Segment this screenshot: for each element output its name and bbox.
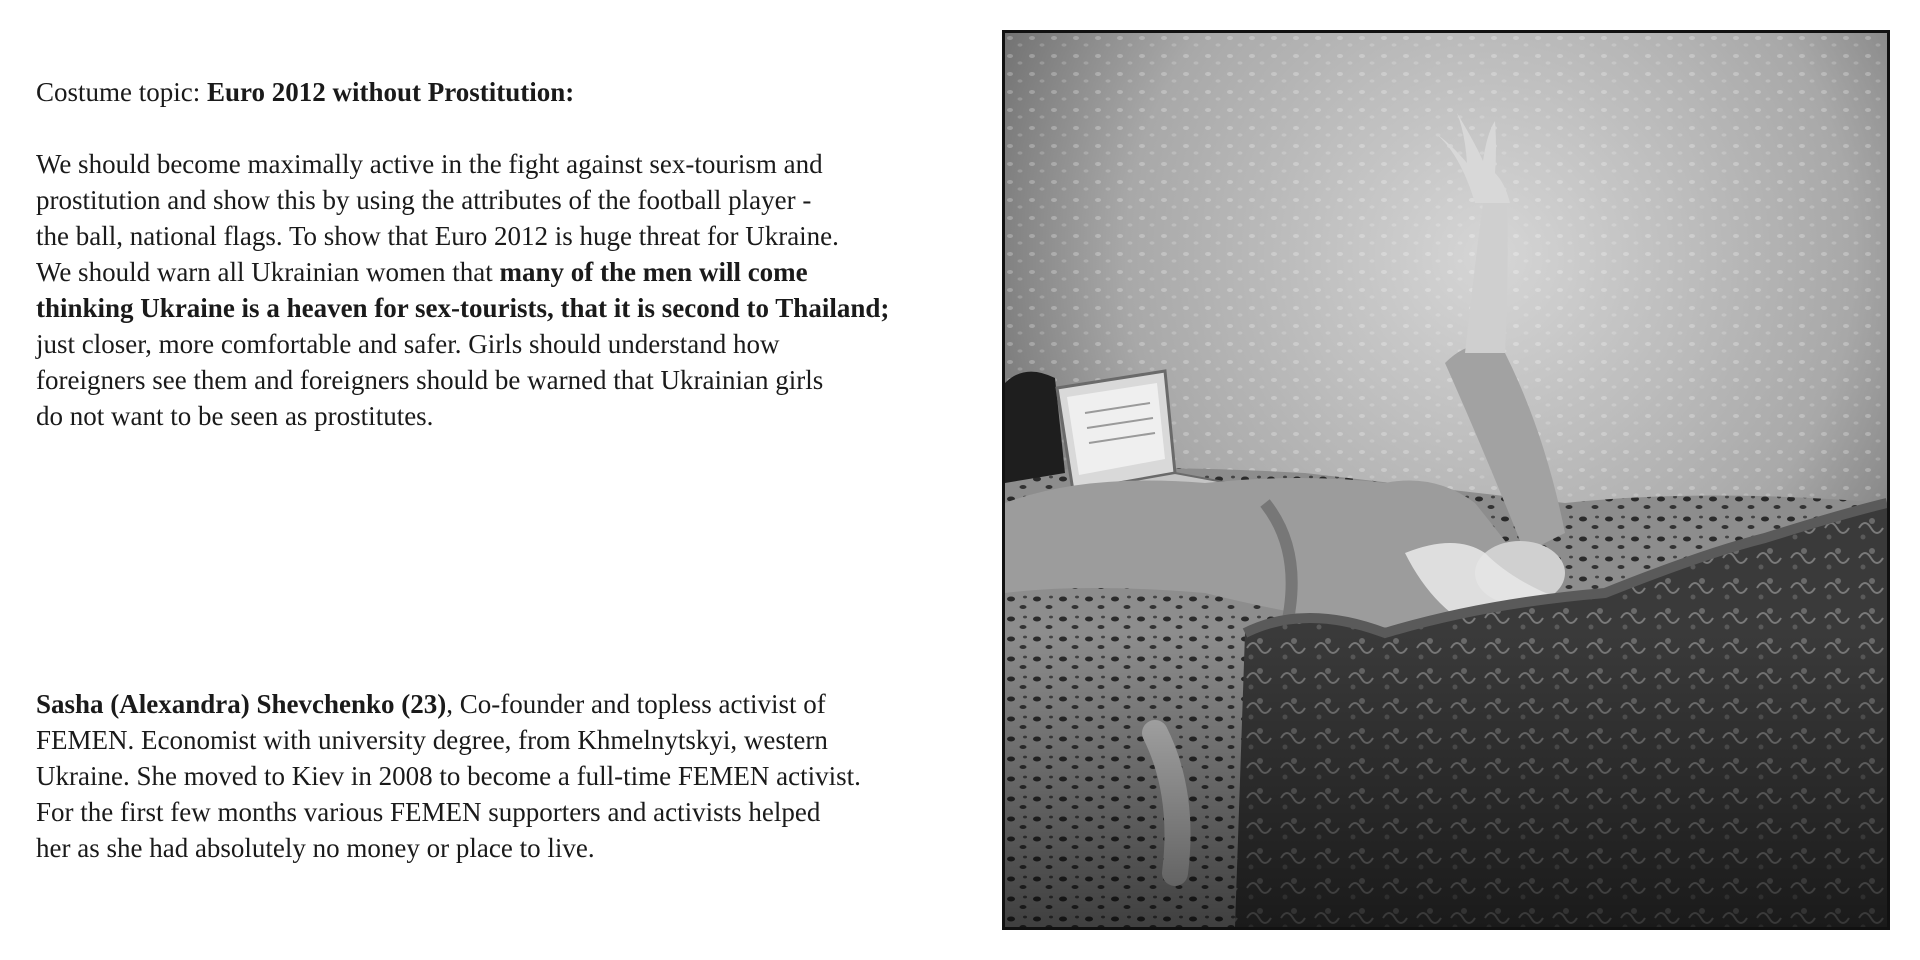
activist-biography-paragraph	[36, 686, 861, 866]
bottom-shadow	[1005, 633, 1887, 927]
text-run: FEMEN. Economist with university degree, from Khmelnytskyi, western	[36, 725, 828, 755]
description-line	[36, 146, 889, 182]
biography-line	[36, 830, 861, 866]
text-run: her as she had absolutely no money or place to live.	[36, 833, 595, 863]
text-run: We should warn all Ukrainian women that	[36, 257, 500, 287]
text-run: , Co-founder and topless activist of	[446, 689, 826, 719]
photo-illustration	[1005, 33, 1887, 927]
description-line	[36, 290, 889, 326]
text-column	[36, 0, 976, 960]
bold-text-run: Sasha (Alexandra) Shevchenko (23)	[36, 689, 447, 719]
description-line	[36, 398, 889, 434]
description-line	[36, 182, 889, 218]
text-run: do not want to be seen as prostitutes.	[36, 401, 434, 431]
topic-title: Euro 2012 without Prostitution:	[207, 77, 575, 107]
text-run: We should become maximally active in the fight against sex-tourism and	[36, 149, 823, 179]
text-run: Ukraine. She moved to Kiev in 2008 to become a full-time FEMEN activist.	[36, 761, 861, 791]
bold-text-run: thinking Ukraine is a heaven for sex-tourists, that it is second to Thailand;	[36, 293, 890, 323]
text-run: prostitution and show this by using the attributes of the football player -	[36, 185, 812, 215]
biography-line	[36, 722, 861, 758]
description-line	[36, 362, 889, 398]
bold-text-run: many of the men will come	[499, 257, 808, 287]
topic-prefix: Costume topic:	[36, 77, 207, 107]
biography-line	[36, 686, 861, 722]
text-run: For the first few months various FEMEN supporters and activists helped	[36, 797, 821, 827]
description-line	[36, 218, 889, 254]
text-run: just closer, more comfortable and safer. Girls should understand how	[36, 329, 780, 359]
activist-photograph	[1002, 30, 1890, 930]
text-run: foreigners see them and foreigners should be warned that Ukrainian girls	[36, 365, 824, 395]
description-line	[36, 254, 889, 290]
biography-line	[36, 758, 861, 794]
biography-line	[36, 794, 861, 830]
text-run: the ball, national flags. To show that Euro 2012 is huge threat for Ukraine.	[36, 221, 839, 251]
description-line	[36, 326, 889, 362]
costume-topic-heading	[36, 74, 574, 110]
campaign-description-paragraph	[36, 146, 889, 434]
